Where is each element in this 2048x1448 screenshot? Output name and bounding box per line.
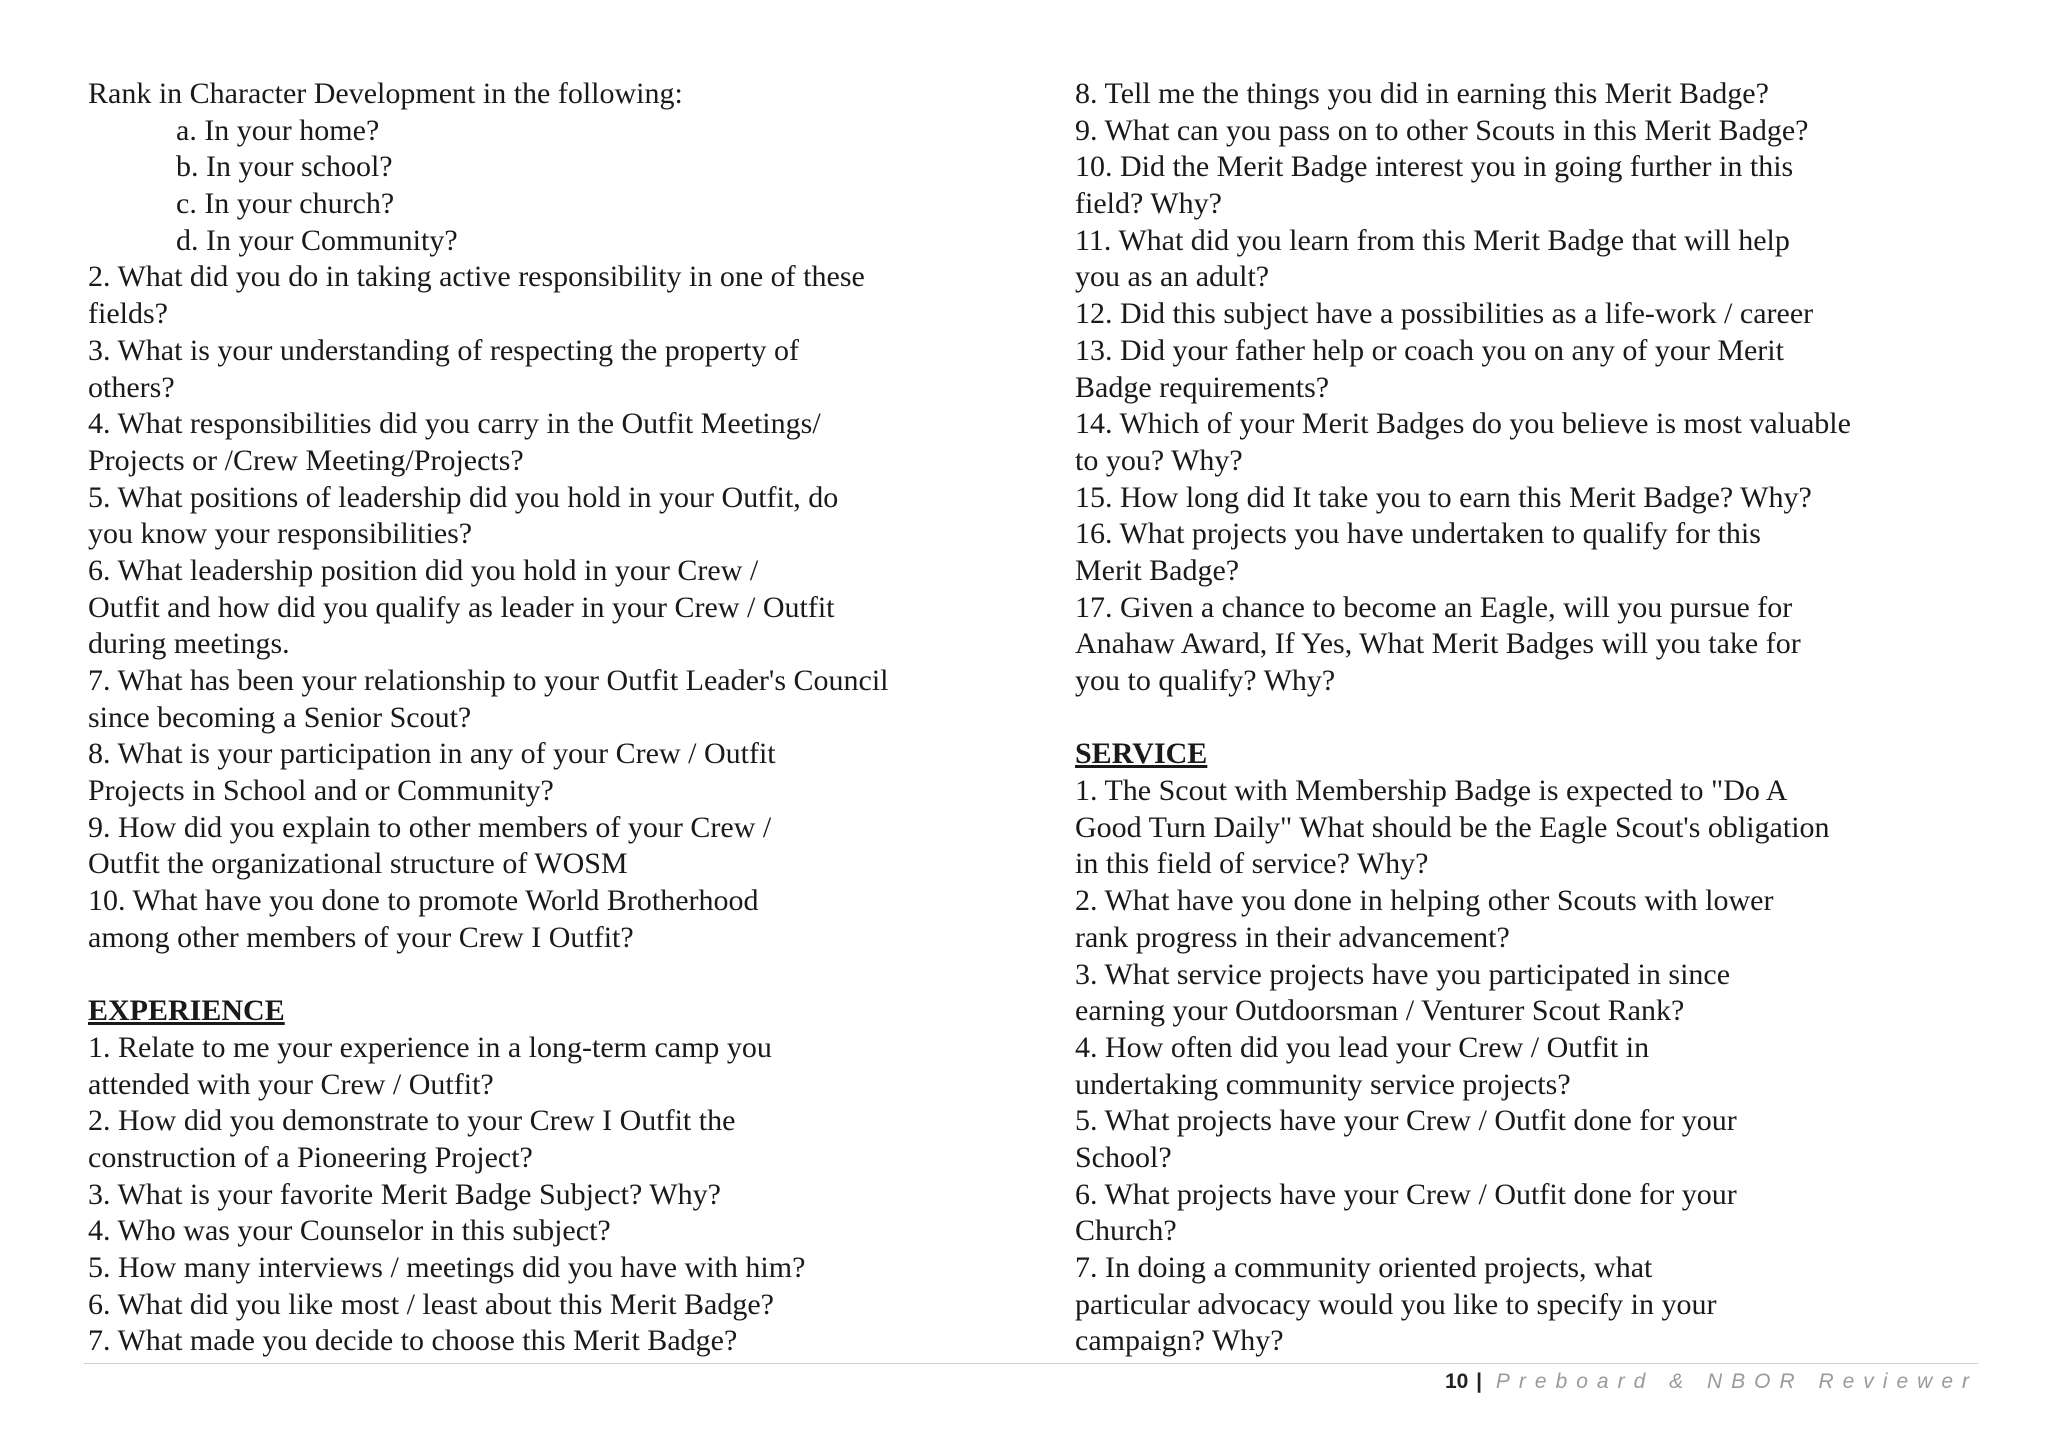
text-line: 10. What have you done to promote World Brotherhood bbox=[88, 884, 759, 918]
service-question-list bbox=[1075, 773, 1980, 1360]
text-line: 10. Did the Merit Badge interest you in going further in this bbox=[1075, 150, 1794, 184]
text-line: 1. The Scout with Membership Badge is expected to "Do A bbox=[1075, 774, 1788, 808]
text-line: among other members of your Crew I Outfit? bbox=[88, 920, 634, 954]
experience-heading: EXPERIENCE bbox=[88, 994, 285, 1028]
text-line: 14. Which of your Merit Badges do you believe is most valuable bbox=[1075, 407, 1851, 441]
text-line: 5. What projects have your Crew / Outfit done for your bbox=[1075, 1104, 1737, 1138]
text-line: 2. How did you demonstrate to your Crew I Outfit the bbox=[88, 1104, 736, 1138]
text-line: 17. Given a chance to become an Eagle, will you pursue for bbox=[1075, 590, 1793, 624]
section-gap bbox=[88, 957, 998, 994]
text-line: 7. What has been your relationship to your Outfit Leader's Council bbox=[88, 664, 889, 697]
section-gap bbox=[1075, 700, 1980, 737]
text-line: 4. Who was your Counselor in this subject? bbox=[88, 1214, 611, 1248]
text-line: 6. What projects have your Crew / Outfit done for your bbox=[1075, 1177, 1737, 1211]
text-line: c. In your church? bbox=[176, 187, 395, 221]
text-line: 12. Did this subject have a possibilities as a life-work / career bbox=[1075, 297, 1814, 331]
text-line: you know your responsibilities? bbox=[88, 517, 473, 551]
text-line: fields? bbox=[88, 297, 168, 331]
text-line: 2. What have you done in helping other Scouts with lower bbox=[1075, 884, 1774, 918]
text-line: attended with your Crew / Outfit? bbox=[88, 1067, 494, 1101]
text-line: during meetings. bbox=[88, 627, 290, 661]
text-line: 3. What is your favorite Merit Badge Subject? Why? bbox=[88, 1177, 721, 1211]
question-list bbox=[88, 259, 998, 956]
text-line: Anahaw Award, If Yes, What Merit Badges will you take for bbox=[1075, 627, 1801, 661]
text-line: 8. What is your participation in any of your Crew / Outfit bbox=[88, 737, 776, 771]
text-line: 5. What positions of leadership did you hold in your Outfit, do bbox=[88, 480, 839, 514]
text-line: Good Turn Daily" What should be the Eagle Scout's obligation bbox=[1075, 810, 1830, 844]
text-line: 9. How did you explain to other members of your Crew / bbox=[88, 810, 772, 844]
text-line: 7. In doing a community oriented projects, what bbox=[1075, 1251, 1653, 1284]
footer-title: Preboard & NBOR Reviewer bbox=[1495, 1370, 1978, 1393]
text-line: 3. What service projects have you participated in since bbox=[1075, 957, 1731, 991]
text-line: 2. What did you do in taking active responsibility in one of these bbox=[88, 260, 865, 294]
text-line: 6. What did you like most / least about this Merit Badge? bbox=[88, 1287, 775, 1321]
footer-divider bbox=[84, 1363, 1978, 1364]
footer-separator: | bbox=[1476, 1370, 1483, 1393]
text-line: d. In your Community? bbox=[176, 223, 458, 257]
text-line: 11. What did you learn from this Merit Badge that will help bbox=[1075, 223, 1790, 257]
right-column bbox=[1075, 76, 1980, 1360]
page-footer bbox=[1445, 1368, 1978, 1396]
text-line: construction of a Pioneering Project? bbox=[88, 1140, 533, 1174]
text-line: Church? bbox=[1075, 1214, 1177, 1248]
service-heading: SERVICE bbox=[1075, 737, 1208, 771]
text-line: since becoming a Senior Scout? bbox=[88, 700, 472, 734]
text-line: 8. Tell me the things you did in earning this Merit Badge? bbox=[1075, 77, 1769, 110]
text-line: Merit Badge? bbox=[1075, 553, 1240, 587]
sub-item-list bbox=[88, 113, 998, 260]
text-line: Outfit and how did you qualify as leader in your Crew / Outfit bbox=[88, 590, 835, 624]
text-line: 7. What made you decide to choose this Merit Badge? bbox=[88, 1324, 738, 1358]
text-line: 6. What leadership position did you hold in your Crew / bbox=[88, 553, 759, 587]
text-line: Projects or /Crew Meeting/Projects? bbox=[88, 443, 524, 477]
text-line: b. In your school? bbox=[176, 150, 393, 184]
text-line: field? Why? bbox=[1075, 187, 1222, 221]
text-line: particular advocacy would you like to specify in your bbox=[1075, 1287, 1717, 1321]
text-line: 13. Did your father help or coach you on any of your Merit bbox=[1075, 333, 1784, 367]
text-line: to you? Why? bbox=[1075, 443, 1243, 477]
text-line: undertaking community service projects? bbox=[1075, 1067, 1571, 1101]
text-line: rank progress in their advancement? bbox=[1075, 920, 1510, 954]
text-line: 4. How often did you lead your Crew / Outfit in bbox=[1075, 1030, 1650, 1064]
text-line: 15. How long did It take you to earn this Merit Badge? Why? bbox=[1075, 480, 1812, 514]
text-line: Rank in Character Development in the following: bbox=[88, 77, 683, 110]
text-line: 4. What responsibilities did you carry in the Outfit Meetings/ bbox=[88, 407, 821, 441]
left-column bbox=[88, 76, 998, 1360]
page-number: 10 bbox=[1444, 1370, 1469, 1393]
text-line: others? bbox=[88, 370, 175, 404]
experience-question-list bbox=[88, 1030, 998, 1360]
text-line: earning your Outdoorsman / Venturer Scout Rank? bbox=[1075, 994, 1685, 1028]
text-line: campaign? Why? bbox=[1075, 1324, 1284, 1358]
merit-badge-question-list bbox=[1075, 76, 1980, 700]
text-line: 16. What projects you have undertaken to qualify for this bbox=[1075, 517, 1761, 551]
text-line: 1. Relate to me your experience in a long-term camp you bbox=[88, 1030, 772, 1064]
text-line: 5. How many interviews / meetings did you have with him? bbox=[88, 1251, 806, 1284]
text-line: Badge requirements? bbox=[1075, 370, 1330, 404]
text-line: in this field of service? Why? bbox=[1075, 847, 1429, 881]
text-line: School? bbox=[1075, 1140, 1172, 1174]
text-line: you as an adult? bbox=[1075, 260, 1270, 294]
text-line: 9. What can you pass on to other Scouts in this Merit Badge? bbox=[1075, 113, 1809, 147]
text-line: a. In your home? bbox=[176, 113, 380, 147]
text-line: Outfit the organizational structure of WOSM bbox=[88, 847, 628, 881]
text-line: you to qualify? Why? bbox=[1075, 664, 1336, 697]
text-line: 3. What is your understanding of respecting the property of bbox=[88, 333, 799, 367]
text-line: Projects in School and or Community? bbox=[88, 774, 554, 808]
intro-block bbox=[88, 76, 998, 113]
